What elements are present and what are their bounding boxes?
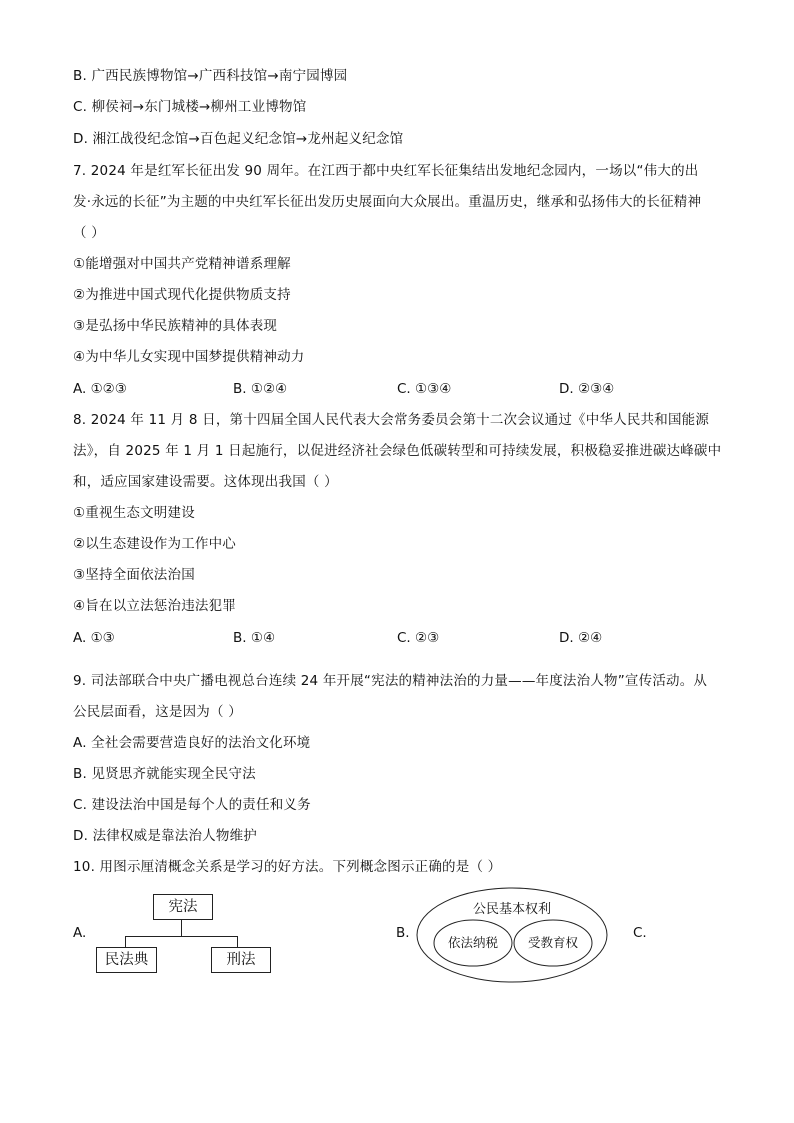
q8-option-c: C. ②③ (397, 630, 440, 646)
q7-option-d: D. ②③④ (559, 381, 615, 397)
q8-item-3: ③坚持全面依法治国 (73, 567, 195, 583)
diagram-b-outer-label: 公民基本权利 (472, 902, 552, 917)
diagram-a-top-box: 宪法 (153, 894, 213, 920)
q9-option-a: A. 全社会需要营造良好的法治文化环境 (73, 735, 311, 751)
prev-option-d: D. 湘江战役纪念馆→百色起义纪念馆→龙州起义纪念馆 (73, 131, 404, 147)
diagram-a-right-box: 刑法 (211, 947, 271, 973)
q10-diagram-b (414, 885, 610, 985)
q10-option-a-label: A. (73, 925, 87, 941)
q7-item-3: ③是弘扬中华民族精神的具体表现 (73, 318, 278, 334)
q9-option-d: D. 法律权威是靠法治人物维护 (73, 828, 257, 844)
q7-option-a: A. ①②③ (73, 381, 127, 397)
q7-stem-line1: 7. 2024 年是红军长征出发 90 周年。在江西于都中央红军长征集结出发地纪念园内，一场以“伟大的出 (73, 163, 699, 179)
q7-stem-line2: 发·永远的长征”为主题的中央红军长征出发历史展面向大众展出。重温历史，继承和弘扬伟大的长征精神 (73, 194, 702, 210)
q8-item-2: ②以生态建设作为工作中心 (73, 536, 237, 552)
diagram-a-left-drop (125, 936, 126, 947)
q8-stem-line2: 法》，自 2025 年 1 月 1 日起施行，以促进经济社会绿色低碳转型和可持续发展，积极稳妥推进碳达峰碳中 (73, 443, 722, 459)
q8-item-1: ①重视生态文明建设 (73, 505, 195, 521)
q8-option-d: D. ②④ (559, 630, 603, 646)
diagram-b-inner-left-label: 依法纳税 (447, 935, 499, 950)
diagram-a-stem-line (181, 919, 182, 936)
prev-option-c: C. 柳侯祠→东门城楼→柳州工业博物馆 (73, 99, 307, 115)
diagram-a-left-box: 民法典 (96, 947, 157, 973)
q10-option-c-label: C. (633, 925, 647, 941)
q8-option-b: B. ①④ (233, 630, 276, 646)
q7-stem-line3: （ ） (73, 225, 105, 241)
q8-stem-line1: 8. 2024 年 11 月 8 日，第十四届全国人民代表大会常务委员会第十二次会议通过《中华人民共和国能源 (73, 412, 710, 428)
diagram-a-right-drop (237, 936, 238, 947)
q7-item-1: ①能增强对中国共产党精神谱系理解 (73, 256, 291, 272)
q9-option-c: C. 建设法治中国是每个人的责任和义务 (73, 797, 311, 813)
q10-option-b-label: B. (396, 925, 410, 941)
q7-option-b: B. ①②④ (233, 381, 288, 397)
q7-option-c: C. ①③④ (397, 381, 452, 397)
q10-stem: 10. 用图示厘清概念关系是学习的好方法。下列概念图示正确的是（ ） (73, 859, 502, 875)
q9-stem-line2: 公民层面看，这是因为（ ） (73, 704, 242, 720)
prev-option-b: B. 广西民族博物馆→广西科技馆→南宁园博园 (73, 68, 348, 84)
q8-item-4: ④旨在以立法惩治违法犯罪 (73, 598, 237, 614)
q9-option-b: B. 见贤思齐就能实现全民守法 (73, 766, 256, 782)
q7-item-2: ②为推进中国式现代化提供物质支持 (73, 287, 291, 303)
diagram-a-branch-line (125, 936, 238, 937)
q9-stem-line1: 9. 司法部联合中央广播电视总台连续 24 年开展“宪法的精神法治的力量——年度法治人物”宣传活动。从 (73, 673, 708, 689)
q7-item-4: ④为中华儿女实现中国梦提供精神动力 (73, 349, 305, 365)
diagram-b-inner-right-label: 受教育权 (527, 935, 579, 950)
q8-stem-line3: 和，适应国家建设需要。这体现出我国（ ） (73, 474, 338, 490)
q8-option-a: A. ①③ (73, 630, 115, 646)
